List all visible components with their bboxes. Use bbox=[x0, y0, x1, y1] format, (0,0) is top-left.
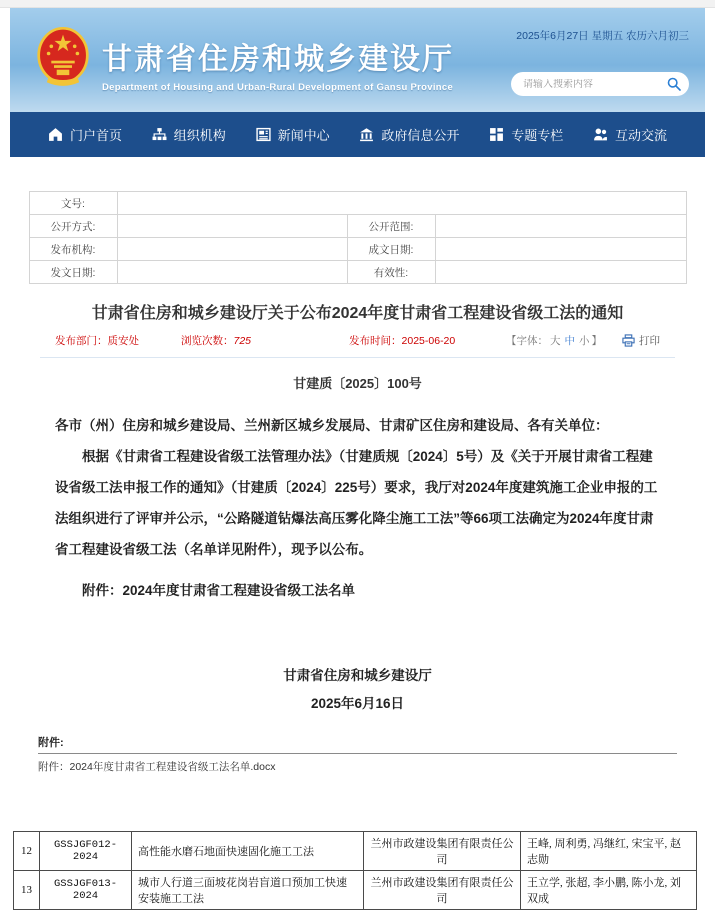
nav-label: 专题专栏 bbox=[511, 128, 564, 143]
open-type-value bbox=[117, 215, 347, 238]
row-number: 13 bbox=[14, 871, 40, 910]
table-row bbox=[29, 238, 686, 261]
site-title: 甘肃省住房和城乡建设厅 bbox=[102, 43, 454, 76]
sitemap-icon bbox=[152, 127, 167, 142]
search-icon[interactable] bbox=[667, 77, 681, 91]
doc-no-value bbox=[117, 192, 686, 215]
signature-block bbox=[10, 662, 705, 718]
doc-number: 甘建质〔2025〕100号 bbox=[293, 376, 422, 391]
article-meta-bar bbox=[40, 333, 675, 358]
table-row bbox=[14, 832, 697, 871]
site-container bbox=[10, 8, 705, 775]
company-name: 兰州市政建设集团有限责任公司 bbox=[364, 832, 521, 871]
nav-item-home[interactable] bbox=[48, 125, 122, 144]
pub-org-label: 发布机构: bbox=[29, 238, 117, 261]
nav-label: 新闻中心 bbox=[277, 128, 330, 143]
method-name: 高性能水磨石地面快速固化施工工法 bbox=[132, 832, 364, 871]
construction-method-table bbox=[13, 831, 697, 910]
authors: 王峰, 周利勇, 冯继红, 宋宝平, 赵志勋 bbox=[521, 832, 697, 871]
nav-label: 互动交流 bbox=[614, 128, 667, 143]
printer-icon bbox=[622, 334, 635, 347]
authors: 王立学, 张超, 李小鹏, 陈小龙, 刘双成 bbox=[521, 871, 697, 910]
publish-dept-label: 发布部门： bbox=[55, 335, 108, 347]
signer-name: 甘肃省住房和城乡建设厅 bbox=[283, 668, 432, 683]
issue-date-value bbox=[117, 261, 347, 284]
sign-date: 2025年6月16日 bbox=[310, 696, 405, 711]
open-scope-label: 公开范围: bbox=[347, 215, 435, 238]
search-input[interactable] bbox=[523, 79, 667, 90]
paragraph: 根据《甘肃省工程建设省级工法管理办法》（甘建质规〔2024〕5号）及《关于开展甘肃省工程建设省级工法申报工作的通知》（甘建质〔2024〕225号）要求，我厅对2024年度建筑施工企业申报的工法组织进行了评审并公示，“公路隧道钻爆法高压雾化降尘施工工法”等66项工法确定为2024年度甘肃省工程建设省级工法（名单详见附件），现予以公布。 bbox=[55, 449, 658, 557]
table-row bbox=[29, 215, 686, 238]
site-brand bbox=[102, 34, 454, 93]
method-code: GSSJGF012-2024 bbox=[40, 832, 132, 871]
font-size-large[interactable]: 大 bbox=[550, 335, 561, 347]
written-date-label: 成文日期: bbox=[347, 238, 435, 261]
gov-bank-icon bbox=[359, 127, 374, 142]
attachment-download-link[interactable]: 附件：2024年度甘肃省工程建设省级工法名单.docx bbox=[38, 761, 276, 773]
view-count bbox=[181, 333, 251, 348]
publish-dept bbox=[55, 333, 139, 348]
nav-item-organization[interactable] bbox=[152, 125, 226, 144]
font-size-suffix: 】 bbox=[591, 335, 602, 347]
main-nav bbox=[10, 112, 705, 157]
date-line: 2025年6月27日 星期五 农历六月初三 bbox=[516, 30, 689, 42]
nav-label: 政府信息公开 bbox=[381, 128, 460, 143]
table-row bbox=[29, 192, 686, 215]
site-subtitle-en: Department of Housing and Urban-Rural Development of Gansu Province bbox=[102, 82, 454, 93]
nav-label: 门户首页 bbox=[70, 128, 123, 143]
publish-time-label: 发布时间： bbox=[349, 335, 402, 347]
open-type-label: 公开方式: bbox=[29, 215, 117, 238]
doc-no-label: 文号: bbox=[29, 192, 117, 215]
view-count-value: 725 bbox=[233, 335, 252, 347]
font-size-prefix: 【字体： bbox=[506, 335, 548, 347]
national-emblem-icon bbox=[36, 26, 90, 90]
publish-time bbox=[349, 333, 455, 348]
open-scope-value bbox=[435, 215, 686, 238]
article-title: 甘肃省住房和城乡建设厅关于公布2024年度甘肃省工程建设省级工法的通知 bbox=[91, 305, 624, 322]
search-box bbox=[511, 72, 689, 96]
validity-value bbox=[435, 261, 686, 284]
document-meta-table bbox=[29, 191, 687, 284]
browser-edge-strip bbox=[0, 0, 715, 8]
font-size-control bbox=[506, 333, 602, 348]
people-icon bbox=[593, 127, 608, 142]
nav-item-special-topics[interactable] bbox=[489, 125, 563, 144]
attachment-mention: 附件：2024年度甘肃省工程建设省级工法名单 bbox=[82, 583, 356, 598]
pub-org-value bbox=[117, 238, 347, 261]
method-name: 城市人行道三面坡花岗岩盲道口预加工快速安装施工工法 bbox=[132, 871, 364, 910]
company-name: 兰州市政建设集团有限责任公司 bbox=[364, 871, 521, 910]
print-label: 打印 bbox=[639, 335, 660, 347]
grid-icon bbox=[489, 127, 504, 142]
nav-item-interaction[interactable] bbox=[593, 125, 667, 144]
article-body bbox=[55, 410, 660, 606]
written-date-value bbox=[435, 238, 686, 261]
publish-dept-value: 质安处 bbox=[107, 335, 139, 347]
validity-label: 有效性: bbox=[347, 261, 435, 284]
attachments-section bbox=[38, 734, 677, 775]
home-icon bbox=[48, 127, 63, 142]
font-size-small[interactable]: 小 bbox=[579, 335, 590, 347]
table-row bbox=[29, 261, 686, 284]
nav-label: 组织机构 bbox=[173, 128, 226, 143]
print-button[interactable] bbox=[622, 333, 660, 348]
site-header bbox=[10, 8, 705, 112]
font-size-medium[interactable]: 中 bbox=[564, 335, 575, 347]
nav-item-news[interactable] bbox=[256, 125, 330, 144]
table-row bbox=[14, 871, 697, 910]
view-count-label: 浏览次数： bbox=[181, 335, 234, 347]
paragraph: 各市（州）住房和城乡建设局、兰州新区城乡发展局、甘肃矿区住房和建设局、各有关单位： bbox=[55, 418, 609, 433]
news-icon bbox=[256, 127, 271, 142]
attachments-heading: 附件: bbox=[38, 734, 677, 754]
issue-date-label: 发文日期: bbox=[29, 261, 117, 284]
publish-time-value: 2025-06-20 bbox=[401, 335, 456, 347]
nav-item-gov-info[interactable] bbox=[359, 125, 459, 144]
method-code: GSSJGF013-2024 bbox=[40, 871, 132, 910]
row-number: 12 bbox=[14, 832, 40, 871]
